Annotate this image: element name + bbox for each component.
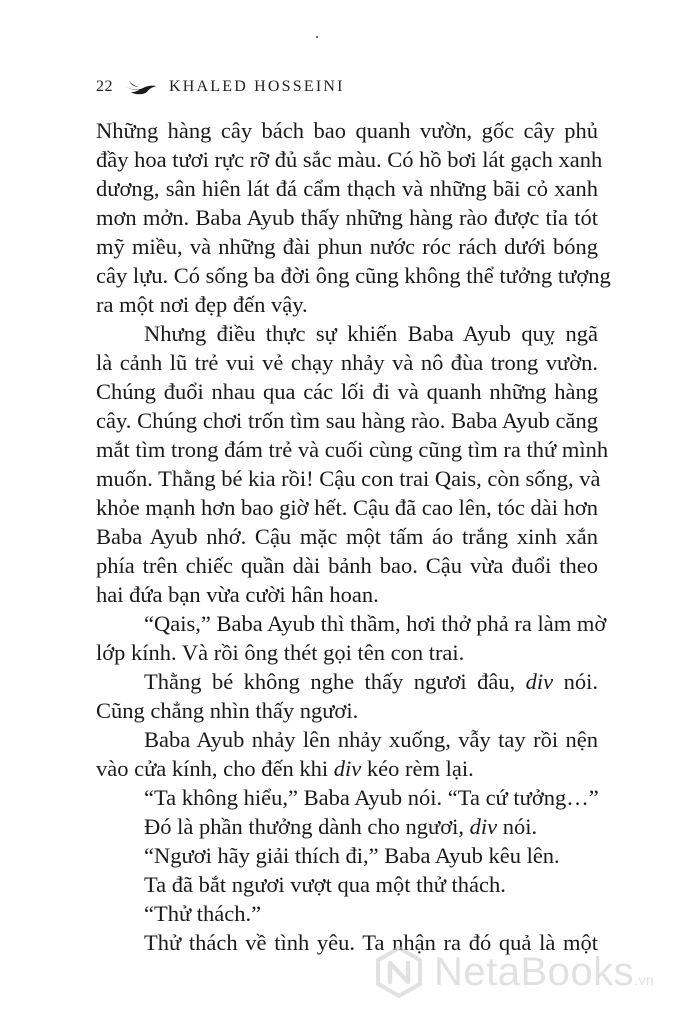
- text-line: khỏe mạnh hơn bao giờ hết. Cậu đã cao lên, tóc dài hơn: [96, 495, 598, 520]
- text-line: “Thử thách.”: [144, 901, 262, 926]
- text-line: mỹ miều, và những đài phun nước róc rách dưới bóng: [96, 234, 598, 259]
- running-header: [96, 74, 345, 100]
- text-line: Thằng bé không nghe thấy ngươi đâu, div nói.: [144, 669, 598, 694]
- text-line: mơn mởn. Baba Ayub thấy những hàng rào được tỉa tót: [96, 205, 598, 230]
- text-line: Đó là phần thưởng dành cho ngươi, div nói.: [144, 814, 538, 839]
- text-line: là cảnh lũ trẻ vui vẻ chạy nhảy và nô đùa trong vườn.: [96, 350, 598, 375]
- text-line: Thử thách về tình yêu. Ta nhận ra đó quả là một: [144, 930, 598, 955]
- page-number: 22: [96, 78, 113, 95]
- text-line: cây. Chúng chơi trốn tìm sau hàng rào. Baba Ayub căng: [96, 408, 598, 433]
- watermark: [372, 940, 654, 1004]
- text-line: hai đứa bạn vừa cười hân hoan.: [96, 582, 379, 607]
- body-text: [96, 116, 611, 957]
- italic-term: div: [333, 756, 362, 781]
- text-line: lớp kính. Và rồi ông thét gọi tên con trai.: [96, 640, 465, 665]
- watermark-text: [434, 952, 654, 992]
- text-line: cây lựu. Có sống ba đời ông cũng không thể tưởng tượng: [96, 263, 611, 288]
- text-line: phía trên chiếc quần dài bảnh bao. Cậu vừa đuổi theo: [96, 553, 598, 578]
- watermark-brand: NetaBooks: [434, 950, 635, 994]
- text-line: vào cửa kính, cho đến khi div kéo rèm lại.: [96, 756, 474, 781]
- bird-ornament-icon: [123, 77, 159, 97]
- text-line: ra một nơi đẹp đến vậy.: [96, 292, 308, 317]
- text-line: Ta đã bắt ngươi vượt qua một thử thách.: [144, 872, 506, 897]
- text-line: muốn. Thằng bé kia rồi! Cậu con trai Qais, còn sống, và: [96, 466, 601, 491]
- text-line: “Ngươi hãy giải thích đi,” Baba Ayub kêu lên.: [144, 843, 560, 868]
- text-line: dương, sân hiên lát đá cẩm thạch và những bãi cỏ xanh: [96, 176, 598, 201]
- author-name: KHALED HOSSEINI: [169, 78, 345, 95]
- italic-term: div: [525, 669, 554, 694]
- text-line: Baba Ayub nhảy lên nhảy xuống, vẫy tay rồi nện: [144, 727, 598, 752]
- text-line: Cũng chẳng nhìn thấy ngươi.: [96, 698, 359, 723]
- print-speck: [316, 36, 318, 38]
- text-line: Baba Ayub nhớ. Cậu mặc một tấm áo trắng xinh xắn: [96, 524, 598, 549]
- watermark-suffix: .vn: [634, 972, 655, 988]
- text-line: Nhưng điều thực sự khiến Baba Ayub quỵ ngã: [144, 321, 598, 346]
- text-line: mắt tìm trong đám trẻ và cuối cùng cũng tìm ra thứ mình: [96, 437, 609, 462]
- text-line: Chúng đuổi nhau qua các lối đi và quanh những hàng: [96, 379, 598, 404]
- text-line: đầy hoa tươi rực rỡ đủ sắc màu. Có hồ bơi lát gạch xanh: [96, 147, 603, 172]
- italic-term: div: [469, 814, 498, 839]
- text-line: Những hàng cây bách bao quanh vườn, gốc cây phủ: [96, 118, 598, 143]
- text-line: “Qais,” Baba Ayub thì thầm, hơi thở phả ra làm mờ: [144, 611, 607, 636]
- text-line: “Ta không hiểu,” Baba Ayub nói. “Ta cứ tưởng…”: [144, 785, 599, 810]
- netabooks-n-logo-icon: [372, 945, 426, 999]
